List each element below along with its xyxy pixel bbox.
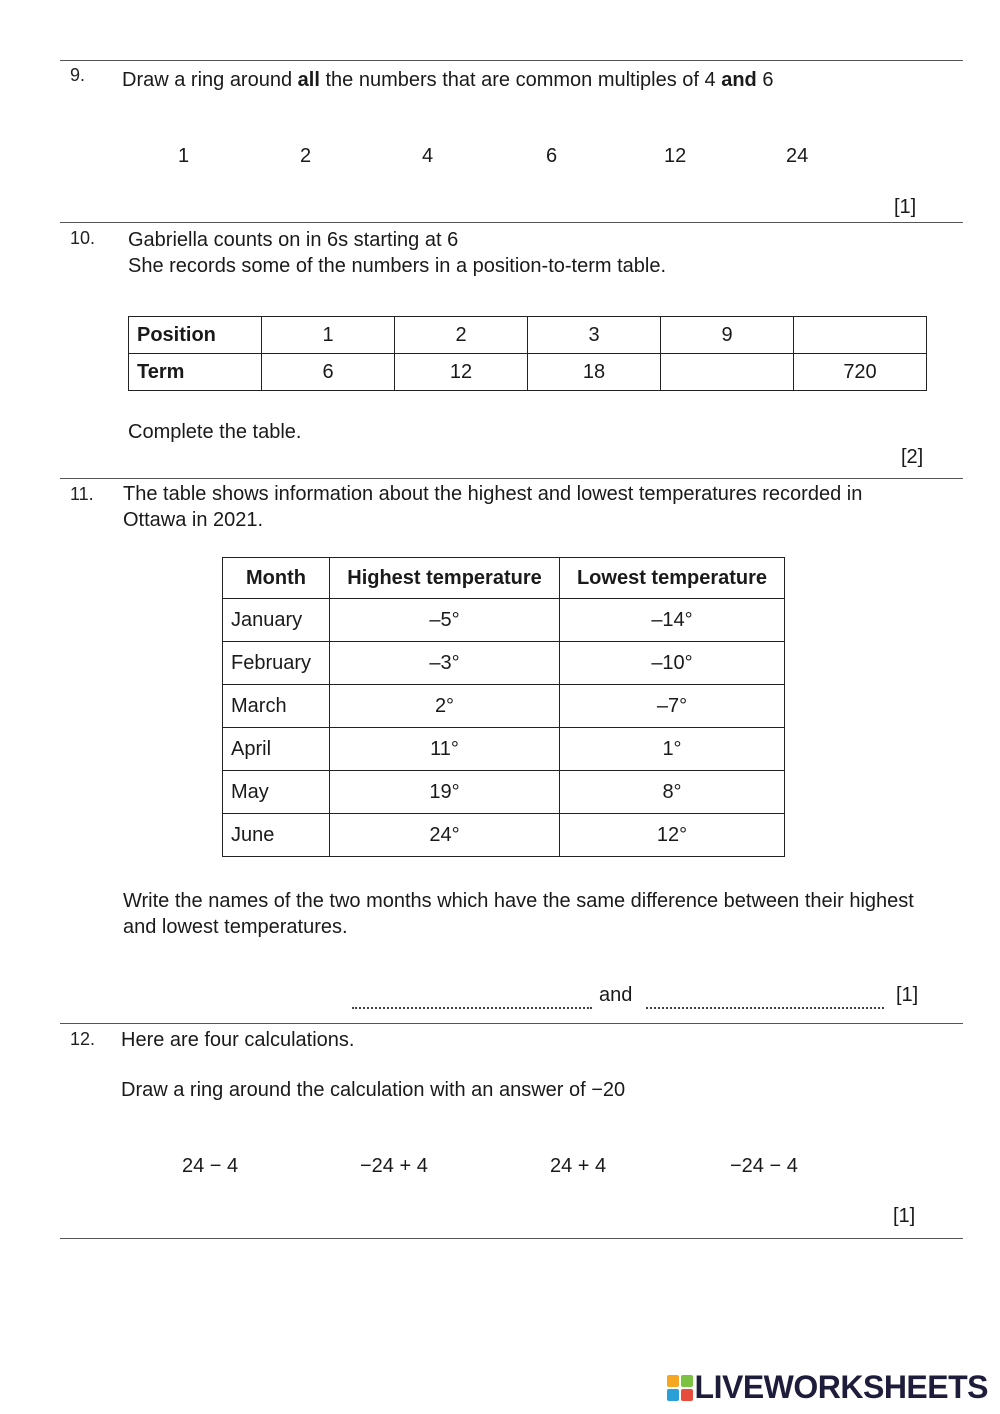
question-line-2: Draw a ring around the calculation with an answer of −20 — [121, 1079, 626, 1101]
highest-cell: 11° — [330, 728, 560, 771]
question-intro: The table shows information about the highest and lowest temperatures recorded in Ottawa in 2021. — [123, 483, 863, 531]
logo-grid-icon — [667, 1375, 693, 1401]
question-line-2: She records some of the numbers in a position-to-term table. — [128, 255, 667, 277]
table-cell: 3 — [528, 317, 661, 354]
option-number[interactable]: 24 — [786, 145, 809, 167]
marks-label: [2] — [901, 446, 924, 468]
table-header-row — [223, 558, 785, 599]
month-cell: May — [223, 771, 330, 814]
lowest-cell: –7° — [560, 685, 785, 728]
answer-cell-term[interactable] — [661, 354, 794, 391]
highest-cell: –3° — [330, 642, 560, 685]
marks-label: [1] — [894, 196, 917, 218]
lowest-cell: 8° — [560, 771, 785, 814]
highest-cell: –5° — [330, 599, 560, 642]
question-number: 12. — [70, 1029, 96, 1049]
answer-line-1[interactable] — [352, 1007, 592, 1009]
row-header: Term — [129, 354, 262, 391]
table-cell: 9 — [661, 317, 794, 354]
lowest-cell: –10° — [560, 642, 785, 685]
lowest-cell: 12° — [560, 814, 785, 857]
question-number: 11. — [70, 484, 94, 504]
marks-label: [1] — [896, 984, 919, 1006]
month-cell: February — [223, 642, 330, 685]
temperature-table — [222, 557, 785, 857]
question-number: 10. — [70, 228, 96, 248]
table-row-term — [129, 354, 927, 391]
table-row-position — [129, 317, 927, 354]
question-line-1: Gabriella counts on in 6s starting at 6 — [128, 229, 459, 251]
highest-cell: 24° — [330, 814, 560, 857]
option-number[interactable]: 1 — [178, 145, 190, 167]
rule-q12 — [60, 1023, 963, 1024]
option-number[interactable]: 12 — [664, 145, 687, 167]
table-row — [223, 599, 785, 642]
highest-cell: 2° — [330, 685, 560, 728]
logo-square — [667, 1375, 679, 1387]
answer-line-2[interactable] — [646, 1007, 884, 1009]
column-header: Month — [223, 558, 330, 599]
table-cell: 720 — [794, 354, 927, 391]
rule-q11 — [60, 478, 963, 479]
table-cell: 2 — [395, 317, 528, 354]
highest-cell: 19° — [330, 771, 560, 814]
question-text: Write the names of the two months which have the same difference between their highest and lowest temperatures. — [123, 890, 914, 938]
answer-cell-position[interactable] — [794, 317, 927, 354]
month-cell: June — [223, 814, 330, 857]
option-number[interactable]: 2 — [300, 145, 312, 167]
table-row — [223, 685, 785, 728]
marks-label: [1] — [893, 1205, 916, 1227]
column-header: Highest temperature — [330, 558, 560, 599]
option-calculation[interactable]: 24 + 4 — [550, 1155, 607, 1177]
question-number: 9. — [70, 65, 86, 85]
logo-square — [681, 1375, 693, 1387]
lowest-cell: –14° — [560, 599, 785, 642]
option-calculation[interactable]: −24 + 4 — [360, 1155, 428, 1177]
month-cell: April — [223, 728, 330, 771]
table-cell: 6 — [262, 354, 395, 391]
rule-bottom — [60, 1238, 963, 1239]
month-cell: March — [223, 685, 330, 728]
question-prompt: Draw a ring around all the numbers that are common multiples of 4 and 6 — [122, 69, 774, 91]
lowest-cell: 1° — [560, 728, 785, 771]
question-line-1: Here are four calculations. — [121, 1029, 355, 1051]
month-cell: January — [223, 599, 330, 642]
table-cell: 18 — [528, 354, 661, 391]
liveworksheets-logo — [667, 1369, 988, 1406]
table-row — [223, 771, 785, 814]
table-row — [223, 814, 785, 857]
rule-top — [60, 60, 963, 61]
rule-q10 — [60, 222, 963, 223]
table-cell: 12 — [395, 354, 528, 391]
column-header: Lowest temperature — [560, 558, 785, 599]
option-number[interactable]: 4 — [422, 145, 434, 167]
position-to-term-table — [128, 316, 927, 391]
table-cell: 1 — [262, 317, 395, 354]
instruction: Complete the table. — [128, 421, 302, 443]
logo-square — [681, 1389, 693, 1401]
and-word: and — [599, 984, 633, 1006]
logo-text: LIVEWORKSHEETS — [694, 1369, 988, 1405]
logo-square — [667, 1389, 679, 1401]
row-header: Position — [129, 317, 262, 354]
table-row — [223, 642, 785, 685]
table-row — [223, 728, 785, 771]
option-number[interactable]: 6 — [546, 145, 558, 167]
option-calculation[interactable]: 24 − 4 — [182, 1155, 239, 1177]
option-calculation[interactable]: −24 − 4 — [730, 1155, 798, 1177]
